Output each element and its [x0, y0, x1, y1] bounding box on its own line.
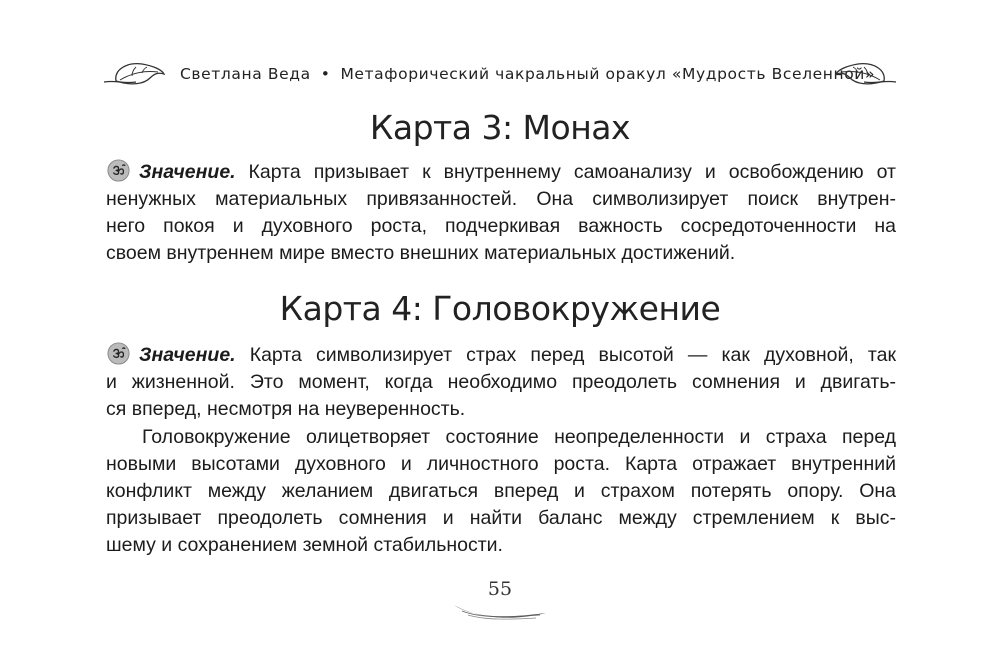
- text-line: ненужных материальных привязанностей. Она символизирует поиск внутрен-: [106, 188, 896, 210]
- meaning-label: Значение.: [139, 344, 236, 366]
- text-line: и жизненной. Это момент, когда необходимо преодолеть сомнения и двигать-: [106, 371, 896, 393]
- om-symbol-icon: [106, 341, 131, 366]
- text-line: шему и сохранением земной стабильности.: [106, 534, 503, 556]
- text-line: Головокружение олицетворяет состояние неопределенности и страха перед: [142, 426, 896, 448]
- running-header: [100, 58, 900, 92]
- text-line: него покоя и духовного роста, подчеркивая важность сосредоточенности на: [106, 215, 896, 237]
- text-line: своем внутреннем мире вместо внешних материальных достижений.: [106, 242, 736, 264]
- leaf-ornament-icon: [102, 60, 166, 90]
- page-number: 55: [487, 578, 513, 600]
- section-title-card-3: Карта 3: Монах: [369, 108, 631, 147]
- text-line: призывает преодолеть сомнения и найти баланс между стремлением к выс-: [106, 507, 896, 529]
- swoosh-ornament-icon: [452, 601, 548, 623]
- card-4-description-paragraph: [106, 424, 896, 559]
- leaf-ornament-icon: [834, 60, 898, 90]
- card-4-meaning-paragraph: Значение. Карта символизирует страх перед высотой — как духовной, так и жизненной. Это момент, когда необходимо преодолеть сомнения и двигать- ся вперед, несмотря на неуверенность.: [106, 341, 896, 423]
- header-separator: •: [320, 65, 331, 83]
- header-book-title: Метафорический чакральный оракул «Мудрость Вселенной»: [340, 65, 876, 83]
- text-line: конфликт между желанием двигаться вперед и страхом потерять опору. Она: [106, 480, 896, 502]
- section-title-card-4: Карта 4: Головокружение: [279, 289, 721, 328]
- header-author: Светлана Веда: [180, 65, 311, 83]
- text-line: ся вперед, несмотря на неуверенность.: [106, 398, 466, 420]
- meaning-label: Значение.: [139, 161, 236, 183]
- card-3-meaning-paragraph: Значение. Карта призывает к внутреннему самоанализу и освобождению от ненужных материальных привязанностей. Она символизирует поиск внутрен- него покоя и духовного роста, подчеркивая важность сосредоточенности на своем внутреннем мире вместо внешних материальных достижений.: [106, 158, 896, 267]
- om-symbol-icon: [106, 158, 131, 183]
- text-line: новыми высотами духовного и личностного роста. Карта отражает внутренний: [106, 453, 896, 475]
